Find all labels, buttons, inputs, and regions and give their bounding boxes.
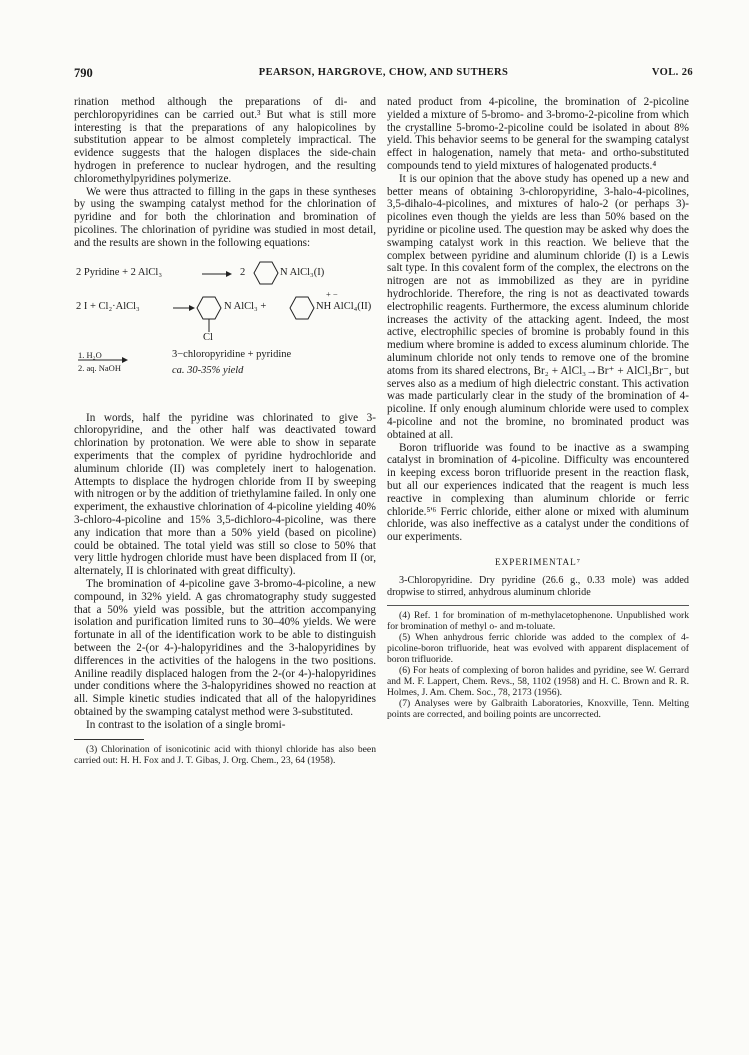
equation-3-products: 3−chloropyridine + pyridine: [172, 348, 292, 360]
paragraph: In contrast to the isolation of a single bromi-: [86, 718, 286, 731]
running-authors: PEARSON, HARGROVE, CHOW, AND SUTHERS: [258, 67, 509, 78]
footnote-divider: [74, 739, 144, 740]
equation-2-product-2: NH AlCl₄(II): [316, 300, 372, 312]
footnote: (7) Analyses were by Galbraith Laboratories, Knoxville, Tenn. Melting points are corrected, and boiling points are uncorrected.: [387, 697, 689, 720]
footnote: (3) Chlorination of isonicotinic acid with thionyl chloride has also been carried out: H. H. Fox and J. T. Gibas, J. Org. Chem., 23, 64 (1958).: [74, 744, 376, 767]
equation-2-product-1: N AlCl₃ +: [224, 300, 267, 312]
equation-3-yield: ca. 30-35% yield: [172, 364, 244, 376]
paragraph: rination method although the preparations of di- and perchloropyridines can be carried out.³ But what is still more interesting is that the preparations of any halopicolines by substitution appear to be almost completely impractical. The evidence suggests that the halogen displaces the side-chain hydrogen in preference to nuclear hydrogen, and the resulting chloromethylpyridines polymerize.: [74, 96, 376, 185]
section-heading: EXPERIMENTAL⁷: [495, 556, 581, 567]
equation-2-reactants: 2 I + Cl₂·AlCl₃: [76, 300, 140, 312]
paragraph: We were thus attracted to filling in the gaps in these syntheses by using the swamping catalyst method for the chlorination of pyridine and for both the chlorination and bromination of picolines. The chlorination of pyridine was studied in most detail, and the results are shown in the following equations:: [74, 185, 376, 249]
paragraph: In words, half the pyridine was chlorinated to give 3-chloropyridine, and the other half was deactivated toward chlorination by protonation. We were able to show in separate experiments that the complex of pyridine hydrochloride and aluminum chloride (II) was completely inert to halogenation. Attempts to displace the hydrogen chloride from II by sweeping with nitrogen or by the addition of triethylamine failed. In only one experiment, the exhaustive chlorination of 4-picoline yielding 40% 3-chloro-4-picoline and 15% 3,5-dichloro-4-picoline, was there any indication that more than a 50% yield (based on picoline) could be obtained. The total yield was still so close to 50% that very little hydrogen chloride must have been displaced from II (or, alternately, II is chlorinated with great difficulty).: [74, 411, 376, 578]
equation-1-coefficient: 2: [240, 266, 246, 278]
equation-2-charges: + −: [326, 288, 338, 299]
left-column: [74, 96, 376, 766]
footnote: (5) When anhydrous ferric chloride was added to the complex of 4-picoline-boron trifluoride, heat was evolved with apparent displacement of boron trifluoride.: [387, 631, 689, 665]
right-column: [387, 96, 689, 720]
workup-step-2: 2. aq. NaOH: [78, 362, 121, 373]
paragraph: The bromination of 4-picoline gave 3-bromo-4-picoline, a new compound, in 32% yield. A gas chromatography study suggested that a 50% yield was possible, but the attrition accompanying isolation and purification limited runs to 30–40% yields. We were fortunate in all of the identification work to be able to distinguish between the 2-(or 4-)-halopyridines and the 3-halopyridines by differences in the activities of the halogens in the two positions. Aniline readily displaced halogen from the 2-(or 4-)-halopyridines under conditions where the 3-halopyridines showed no reaction at all. Simple kinetic studies indicated that all of the halopyridines obtained by the swamping catalyst method were 3-substituted.: [74, 577, 376, 718]
footnote: (4) Ref. 1 for bromination of m-methylacetophenone. Unpublished work for bromination of methyl o- and m-toluate.: [387, 609, 689, 632]
paragraph: nated product from 4-picoline, the bromination of 2-picoline yielded a mixture of 5-bromo- and 3-bromo-2-picoline from which the crystalline 5-bromo-2-picoline could be isolated in about 8% yield. This behavior seems to be general for the swamping catalyst effect in halogenation, namely that meta- and ortho-substituted compounds tend to yield mixtures of halogenated products.⁴: [387, 96, 689, 172]
chloro-substituent: Cl: [203, 331, 213, 343]
paragraph: Boron trifluoride was found to be inactive as a swamping catalyst in bromination of 4-picoline. Difficulty was encountered in keeping excess boron trifluoride present in the reaction flask, but all our experiences indicated that the reagent is much less reactive in complexing than aluminum chloride or ferric chloride.⁵'⁶ Ferric chloride, either alone or mixed with aluminum chloride, was also ineffective as a catalyst under the conditions of our experiments.: [387, 441, 689, 544]
volume-label: VOL. 26: [651, 67, 693, 78]
footnote: (6) For heats of complexing of boron halides and pyridine, see W. Gerrard and M. F. Lappert, Chem. Revs., 58, 1102 (1958) and H. C. Brown and R. R. Holmes, J. Am. Chem. Soc., 78, 2173 (1956).: [387, 664, 689, 698]
paragraph: It is our opinion that the above study has opened up a new and better means of obtaining 3-chloropyridine, 3-halo-4-picolines, 3,5-dihalo-4-picolines, and mixtures of halo-2 (or perhaps 3)-picolines even though the yields are less than 50% based on the pyridine or picoline used. The question may be asked why does the swamping catalyst work in this reaction. We believe that the complex between pyridine and aluminum chloride (I) is a Lewis salt type. In this covalent form of the complex, the electrons on the nitrogen are not as immobilized as they are in pyridine hydrochloride. Therefore, the ring is not as deactivated towards electrophilic reagents. Furthermore, the excess aluminum chloride increases the activity of the attacking agent. Indeed, the most active, electrophilic species of bromine is probably found in this medium where bromine is added to excess aluminum chloride. The aluminum chloride not only tends to remove one of the bromine atoms from its shared electrons, Br₂ + AlCl₃→Br⁺ + AlCl₃Br⁻, but serves also as a medium of high dielectric constant. This activation was made particularly clear in the study of the bromination of 4-picoline. If only enough aluminum chloride were used to complex 4-picoline and not the bromine, no brominated product was obtained at all.: [387, 172, 689, 441]
page-number: 790: [74, 66, 93, 80]
workup-step-1: 1. H₂O: [78, 349, 102, 360]
running-header: [74, 66, 693, 82]
equation-1-product: N AlCl₃(I): [280, 266, 325, 278]
experimental-paragraph: 3-Chloropyridine. Dry pyridine (26.6 g., 0.33 mole) was added dropwise to stirred, anhydrous aluminum chloride: [387, 574, 689, 598]
reaction-scheme: [74, 256, 376, 408]
equation-1-reactants: 2 Pyridine + 2 AlCl₃: [76, 266, 163, 278]
footnote-divider: [387, 605, 689, 606]
